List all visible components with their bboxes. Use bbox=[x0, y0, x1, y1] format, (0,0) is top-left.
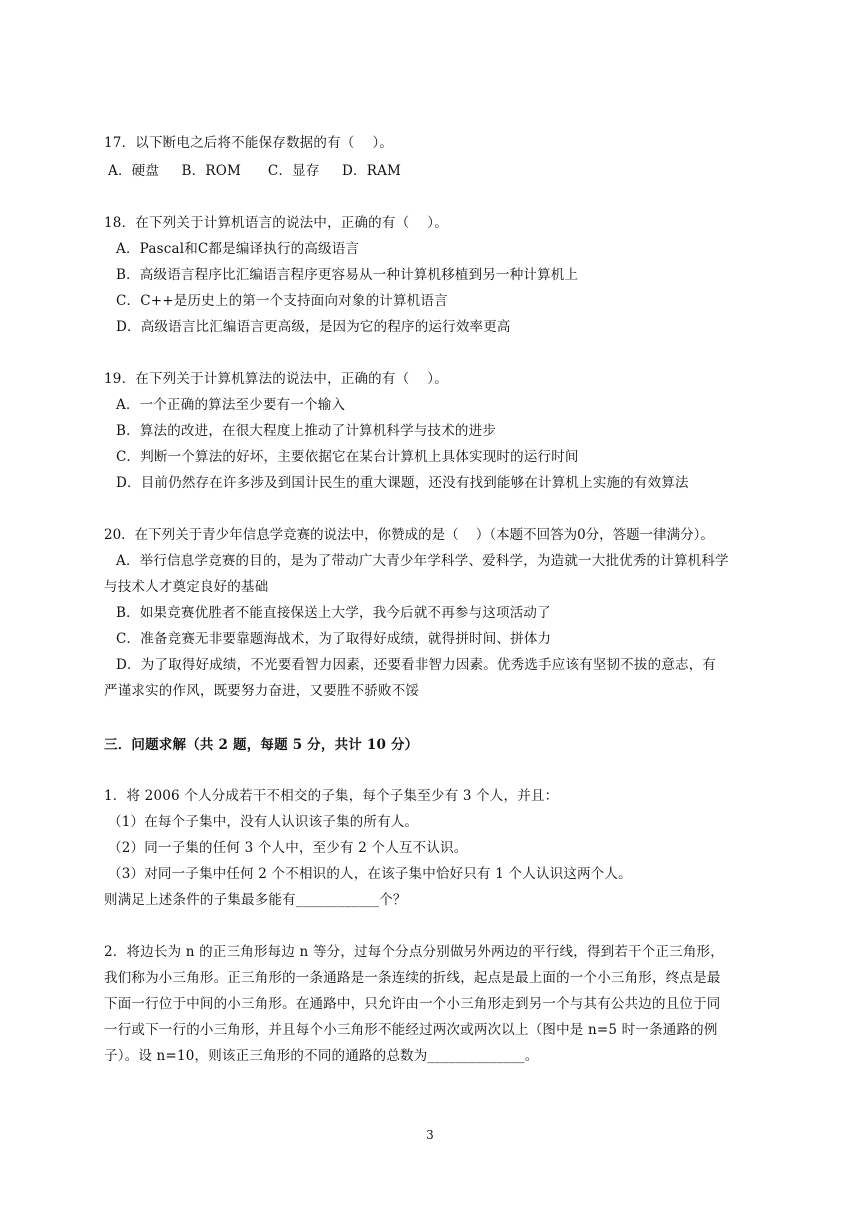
q19-option-d: D．目前仍然存在许多涉及到国计民生的重大课题，还没有找到能够在计算机上实施的有效算法 bbox=[116, 475, 689, 491]
q18-option-b: B．高级语言程序比汇编语言程序更容易从一种计算机移植到另一种计算机上 bbox=[116, 267, 579, 283]
section-3-heading: 三．问题求解（共 2 题，每题 5 分，共计 10 分） bbox=[104, 737, 419, 753]
problem-2-line3: 下面一行位于中间的小三角形。在通路中，只允许由一个小三角形走到另一个与其有公共边的且位于同 bbox=[104, 996, 721, 1012]
q17-stem: 17．以下断电之后将不能保存数据的有（ ）。 bbox=[104, 135, 394, 151]
q19-option-b: B．算法的改进，在很大程度上推动了计算机科学与技术的进步 bbox=[116, 423, 497, 439]
q20-stem: 20．在下列关于青少年信息学竞赛的说法中，你赞成的是（ ）（本题不回答为0分，答题一律满分）。 bbox=[104, 527, 714, 543]
q20-option-d-line1: D．为了取得好成绩，不光要看智力因素，还要看非智力因素。优秀选手应该有坚韧不拔的意志，有 bbox=[116, 657, 717, 673]
q20-option-c: C．准备竞赛无非要靠题海战术，为了取得好成绩，就得拼时间、拼体力 bbox=[116, 631, 552, 647]
q18-option-a: A．Pascal和C都是编译执行的高级语言 bbox=[116, 241, 360, 257]
q19-option-a: A．一个正确的算法至少要有一个输入 bbox=[116, 397, 346, 413]
problem-1-cond-2: （2）同一子集的任何 3 个人中，至少有 2 个人互不认识。 bbox=[108, 840, 468, 856]
q18-stem: 18．在下列关于计算机语言的说法中，正确的有（ ）。 bbox=[104, 215, 448, 231]
q20-option-b: B．如果竞赛优胜者不能直接保送上大学，我今后就不再参与这项活动了 bbox=[116, 605, 551, 621]
problem-1-question: 则满足上述条件的子集最多能有____________个？ bbox=[104, 892, 407, 908]
problem-2-line2: 我们称为小三角形。正三角形的一条通路是一条连续的折线，起点是最上面的一个小三角形，终点是最 bbox=[104, 970, 721, 986]
q17-options: A．硬盘 B．ROM C．显存 D．RAM bbox=[108, 163, 402, 179]
problem-1-cond-3: （3）对同一子集中任何 2 个不相识的人，在该子集中恰好只有 1 个人认识这两个人。 bbox=[108, 866, 632, 882]
problem-2-line1: 2．将边长为 n 的正三角形每边 n 等分，过每个分点分别做另外两边的平行线，得到若干个正三角形， bbox=[104, 944, 724, 960]
problem-1-cond-1: （1）在每个子集中，没有人认识该子集的所有人。 bbox=[108, 814, 419, 830]
q20-option-d-line2: 严谨求实的作风，既要努力奋进，又要胜不骄败不馁 bbox=[104, 683, 420, 699]
problem-2-line5: 子）。设 n=10，则该正三角形的不同的通路的总数为______________。 bbox=[104, 1048, 539, 1064]
page-number: 3 bbox=[426, 1128, 434, 1142]
q20-option-a-line1: A．举行信息学竞赛的目的，是为了带动广大青少年学科学、爱科学，为造就一大批优秀的计算机科学 bbox=[116, 553, 729, 569]
q18-option-d: D．高级语言比汇编语言更高级，是因为它的程序的运行效率更高 bbox=[116, 319, 511, 335]
q18-option-c: C．C++是历史上的第一个支持面向对象的计算机语言 bbox=[116, 293, 448, 309]
q19-option-c: C．判断一个算法的好坏，主要依据它在某台计算机上具体实现时的运行时间 bbox=[116, 449, 579, 465]
q19-stem: 19．在下列关于计算机算法的说法中，正确的有（ ）。 bbox=[104, 371, 448, 387]
problem-2-line4: 一行或下一行的小三角形，并且每个小三角形不能经过两次或两次以上（图中是 n=5 时一条通路的例 bbox=[104, 1022, 718, 1038]
problem-1-line1: 1．将 2006 个人分成若干不相交的子集，每个子集至少有 3 个人，并且： bbox=[104, 788, 559, 804]
q20-option-a-line2: 与技术人才奠定良好的基础 bbox=[104, 579, 269, 595]
